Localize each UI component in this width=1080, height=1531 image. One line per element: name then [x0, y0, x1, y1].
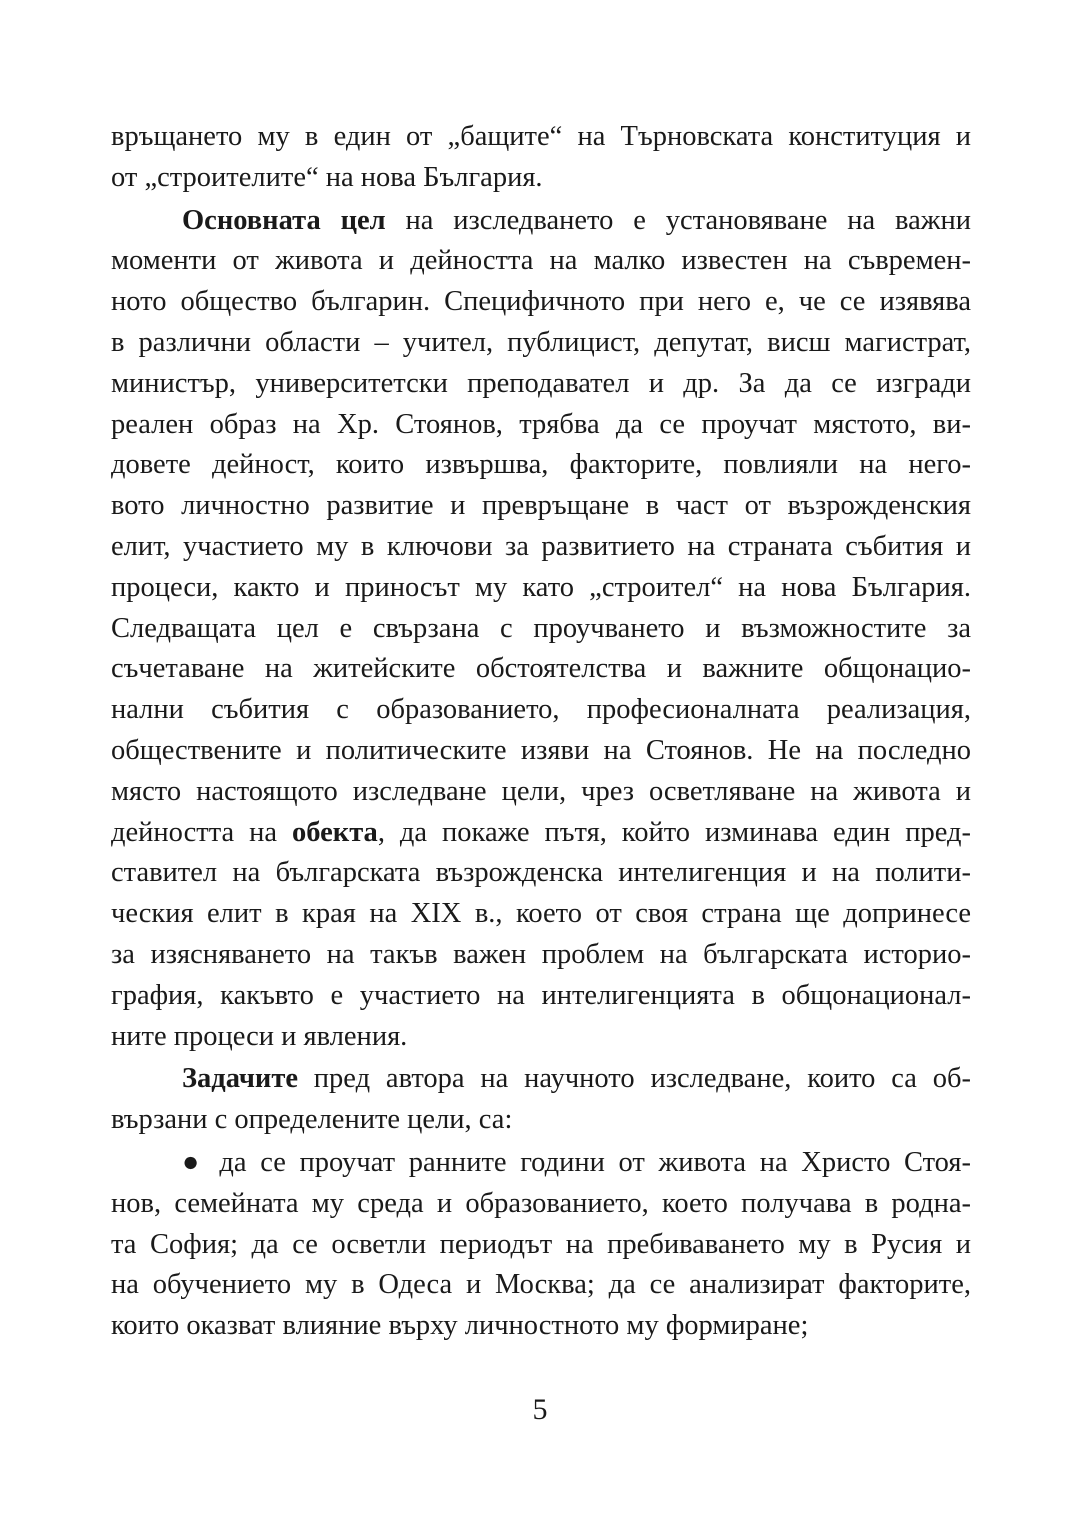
text-line: ставител на българската възрожденска интелигенция и на полити-	[111, 857, 971, 889]
text-line	[111, 201, 971, 242]
bold-term-object: обекта	[292, 816, 378, 848]
text-line: ● да се проучат ранните години от живота на Христо Стоя-	[182, 1146, 971, 1178]
text-line	[111, 1059, 971, 1100]
paragraph-main-goal	[111, 201, 971, 1058]
text-line: графия, какъвто е участието на интелигенцията в общонационал-	[111, 979, 971, 1011]
text-line: Следващата цел е свързана с проучването и възможностите за	[111, 612, 971, 644]
text-line: ното общество българин. Специфичното при него е, че се изявява	[111, 286, 971, 318]
text-line: в различни области – учител, публицист, депутат, висш магистрат,	[111, 326, 971, 358]
text-line: министър, университетски преподавател и др. За да се изгради	[111, 367, 971, 399]
text-run: дейността на	[111, 816, 293, 848]
bold-term-tasks: Задачите	[182, 1063, 298, 1095]
text-line: та София; да се осветли периодът на пребиваването му в Русия и	[111, 1228, 971, 1260]
text-line: елит, участието му в ключови за развитието на страната събития и	[111, 530, 971, 562]
text-line: на обучението му в Одеса и Москва; да се анализират факторите,	[111, 1269, 971, 1301]
text-run: , да покаже пътя, който изминава един пред-	[377, 816, 971, 848]
text-line: за изясняването на такъв важен проблем на българската историо-	[111, 938, 971, 970]
paragraph-continuation	[111, 117, 971, 199]
text-line: които оказват влияние върху личностното му формиране;	[111, 1310, 809, 1342]
text-line: процеси, както и приносът му като „строител“ на нова България.	[111, 571, 971, 603]
text-line: реален образ на Хр. Стоянов, трябва да се проучат мястото, ви-	[111, 408, 971, 440]
bold-term-main-goal: Основната цел	[182, 204, 386, 236]
text-line	[111, 813, 971, 854]
text-run: пред автора на научното изследване, които са об-	[297, 1063, 971, 1095]
page-number: 5	[532, 1393, 548, 1426]
text-line: ните процеси и явления.	[111, 1020, 408, 1052]
text-line: ческия елит в края на XIX в., което от своя страна ще допринесе	[111, 898, 971, 930]
text-line: обществените и политическите изяви на Стоянов. Не на последно	[111, 734, 971, 766]
text-line: съчетаване на житейските обстоятелства и важните общонацио-	[111, 653, 971, 685]
text-run: на изследването е установяване на важни	[385, 204, 971, 236]
text-line: довете дейност, които извършва, факторите, повлияли на него-	[111, 449, 971, 481]
text-line: вързани с определените цели, са:	[111, 1104, 513, 1136]
text-line: вото личностно развитие и превръщане в част от възрожденския	[111, 490, 971, 522]
text-line: моменти от живота и дейността на малко известен на съвремен-	[111, 245, 971, 277]
text-line: нални събития с образованието, професионалната реализация,	[111, 694, 971, 726]
paragraph-bullet-item	[111, 1143, 971, 1347]
page-body	[111, 117, 971, 1347]
text-line: от „строителите“ на нова България.	[111, 161, 543, 193]
text-line: връщането му в един от „бащите“ на Търновската конституция и	[111, 121, 971, 152]
paragraph-tasks	[111, 1059, 971, 1141]
text-line: място настоящото изследване цели, чрез осветляване на живота и	[111, 775, 971, 807]
text-line: нов, семейната му среда и образованието, което получава в родна-	[111, 1187, 971, 1219]
